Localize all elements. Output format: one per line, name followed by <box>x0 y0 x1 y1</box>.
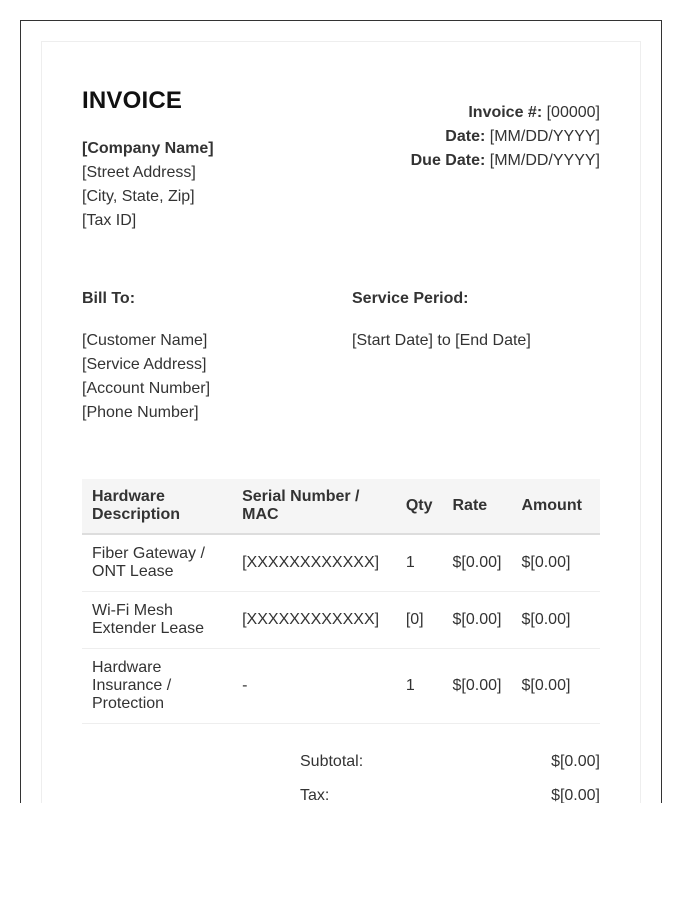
invoice-meta <box>411 101 600 173</box>
due-date-value: [MM/DD/YYYY] <box>489 152 600 169</box>
bill-to-section <box>82 289 210 425</box>
due-date-line <box>411 149 600 173</box>
table-header-row <box>82 479 600 534</box>
hardware-table <box>82 479 600 724</box>
row-serial: [XXXXXXXXXXXX] <box>232 591 396 648</box>
tax-value: $[0.00] <box>551 787 600 803</box>
header-amount: Amount <box>511 479 600 534</box>
service-period-section <box>352 289 531 353</box>
due-date-label: Due Date: <box>410 152 486 169</box>
tax-label: Tax: <box>300 787 330 803</box>
row-qty: [0] <box>396 591 443 648</box>
row-rate: $[0.00] <box>443 534 512 591</box>
row-amount: $[0.00] <box>511 648 600 723</box>
invoice-number-value: [00000] <box>546 104 600 121</box>
header-qty: Qty <box>396 479 443 534</box>
company-block <box>82 137 214 233</box>
row-description: Fiber Gateway / ONT Lease <box>82 534 232 591</box>
row-description: Hardware Insurance / Protection <box>82 648 232 723</box>
subtotal-value: $[0.00] <box>551 753 600 770</box>
company-street: [Street Address] <box>82 164 196 181</box>
header-serial: Serial Number / MAC <box>232 479 396 534</box>
invoice-number-line <box>411 101 600 125</box>
tax-row <box>300 786 600 803</box>
company-name: [Company Name] <box>82 140 214 157</box>
bill-to-heading: Bill To: <box>82 290 136 307</box>
phone-number: [Phone Number] <box>82 404 199 421</box>
row-serial: [XXXXXXXXXXXX] <box>232 534 396 591</box>
subtotal-row <box>300 752 600 786</box>
table-row <box>82 534 600 591</box>
row-qty: 1 <box>396 534 443 591</box>
row-rate: $[0.00] <box>443 591 512 648</box>
row-rate: $[0.00] <box>443 648 512 723</box>
header-description: Hardware Description <box>82 479 232 534</box>
row-description: Wi-Fi Mesh Extender Lease <box>82 591 232 648</box>
row-amount: $[0.00] <box>511 591 600 648</box>
row-serial: - <box>232 648 396 723</box>
invoice-document <box>41 41 641 803</box>
service-address: [Service Address] <box>82 356 207 373</box>
page-frame <box>20 20 662 803</box>
account-number: [Account Number] <box>82 380 211 397</box>
invoice-number-label: Invoice #: <box>468 104 543 121</box>
service-period-value: [Start Date] to [End Date] <box>352 332 531 349</box>
invoice-date-label: Date: <box>445 128 486 145</box>
table-row <box>82 591 600 648</box>
totals-block <box>300 752 600 803</box>
header-rate: Rate <box>443 479 512 534</box>
invoice-date-value: [MM/DD/YYYY] <box>489 128 600 145</box>
subtotal-label: Subtotal: <box>300 753 364 770</box>
company-city-state-zip: [City, State, Zip] <box>82 188 195 205</box>
row-amount: $[0.00] <box>511 534 600 591</box>
customer-name: [Customer Name] <box>82 332 208 349</box>
service-period-heading: Service Period: <box>352 290 469 307</box>
invoice-title: INVOICE <box>82 87 183 114</box>
company-tax-id: [Tax ID] <box>82 212 137 229</box>
row-qty: 1 <box>396 648 443 723</box>
table-row <box>82 648 600 723</box>
invoice-date-line <box>411 125 600 149</box>
